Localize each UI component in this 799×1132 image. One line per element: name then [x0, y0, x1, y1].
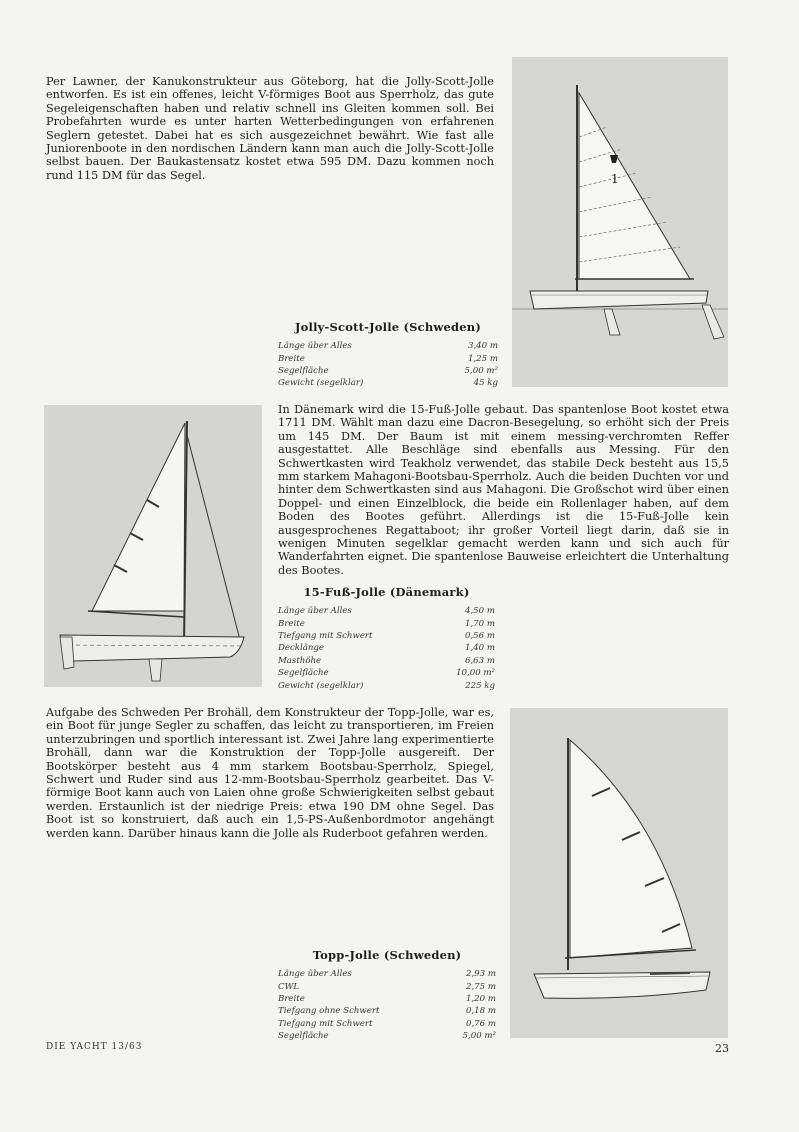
spec-table-jolly-scott [278, 320, 498, 390]
spec-row: Länge über Alles 4,50 m [278, 606, 495, 617]
paragraph-15-fuss-jolle: In Dänemark wird die 15-Fuß-Jolle gebaut. Das spantenlose Boot kostet etwa 1711 DM. Wählt man dazu eine Dacron-Besegelung, so erhöht sich der Preis um 145 DM. Der Baum ist mit einem messing-verchromten Reffer ausgestattet. Alle Beschläge sind ebenfalls aus Messing. Für den Schwertkasten wird Teakholz verwendet, das stabile Deck besteht aus 15,5 mm starkem Mahagoni-Bootsbau-Sperrholz. Auch die beiden Duchten vor und hinter dem Schwertkasten sind aus Mahagoni. Die Großschot wird über einen Doppel- und einen Einzelblock, die beide ein Rollenlager haben, auf dem Boden des Bootes geführt. Allerdings ist die 15-Fuß-Jolle kein ausgesprochenes Regattaboot; ihr großer Vorteil liegt darin, daß sie in wenigen Minuten segelklar gemacht werden kann und sich auch für Wanderfahrten eignet. Die spantenlose Bauweise erleichtert die Unterhaltung des Bootes. [278, 403, 729, 577]
spec-row: Tiefgang mit Schwert 0,56 m [278, 630, 495, 641]
spec-row: Länge über Alles 3,40 m [278, 341, 498, 352]
page-number: 23 [715, 1042, 729, 1055]
intro-paragraph-jolly-scott: Per Lawner, der Kanukonstrukteur aus Göteborg, hat die Jolly-Scott-Jolle entworfen. Es ist ein offenes, leicht V-förmiges Boot aus Sperrholz, das gute Segeleigenschaften haben und relativ schnell ins Gleiten kommen soll. Bei Probefahrten wurde es unter harten Wetterbedingungen von erfahrenen Seglern getestet. Dabei hat es sich ausgezeichnet bewährt. Wie fast alle Juniorenboote in den nordischen Ländern kann man auch die Jolly-Scott-Jolle selbst bauen. Der Baukastensatz kostet etwa 595 DM. Dazu kommen noch rund 115 DM für das Segel. [46, 75, 494, 182]
spec-row: Segelfläche 10,00 m² [278, 668, 495, 679]
spec-title: 15-Fuß-Jolle (Dänemark) [303, 585, 470, 599]
spec-row: Decklänge 1,40 m [278, 643, 495, 654]
spec-row: Gewicht (segelklar) 45 kg [278, 378, 498, 389]
spec-title: Topp-Jolle (Schweden) [312, 948, 462, 962]
spec-title: Jolly-Scott-Jolle (Schweden) [295, 320, 481, 334]
spec-row: Breite 1,25 m [278, 353, 498, 364]
paragraph-topp-jolle: Aufgabe des Schweden Per Brohäll, dem Konstrukteur der Topp-Jolle, war es, ein Boot für junge Segler zu schaffen, das leicht zu transportieren, im Freien unterzubringen und sportlich interessant ist. Zwei Jahre lang experimentierte Brohäll, dann war die Konstruktion der Topp-Jolle ausgereift. Der Bootskörper besteht aus 4 mm starkem Bootsbau-Sperrholz, Spiegel, Schwert und Ruder sind aus 12-mm-Bootsbau-Sperrholz gearbeitet. Das V-förmige Boot kann auch von Laien ohne große Schwierigkeiten selbst gebaut werden. Erstaunlich ist der niedrige Preis: etwa 190 DM ohne Segel. Das Boot ist so konstruiert, daß auch ein 1,5-PS-Außenbordmotor angehängt werden kann. Darüber hinaus kann die Jolle als Ruderboot gefahren werden. [46, 706, 494, 840]
magazine-issue: DIE YACHT 13/63 [46, 1042, 143, 1052]
sail-number: 1 [611, 172, 619, 186]
spec-table-15-fuss-jolle [278, 585, 495, 692]
spec-row: Tiefgang mit Schwert 0,76 m [278, 1018, 496, 1029]
spec-row: Breite 1,70 m [278, 618, 495, 629]
spec-row: Tiefgang ohne Schwert 0,18 m [278, 1006, 496, 1017]
spec-row: Gewicht (segelklar) 225 kg [278, 680, 495, 691]
photo-jolly-scott-jolle [512, 57, 728, 387]
spec-row: Segelfläche 5,00 m² [278, 1031, 496, 1042]
spec-row: Breite 1,20 m [278, 993, 496, 1004]
spec-row: Segelfläche 5,00 m² [278, 365, 498, 376]
spec-row: CWL 2,75 m [278, 981, 496, 992]
photo-15-fuss-jolle [44, 405, 262, 687]
spec-table-topp-jolle [278, 948, 496, 1042]
photo-topp-jolle [510, 708, 728, 1038]
spec-row: Länge über Alles 2,93 m [278, 969, 496, 980]
spec-row: Masthöhe 6,63 m [278, 655, 495, 666]
